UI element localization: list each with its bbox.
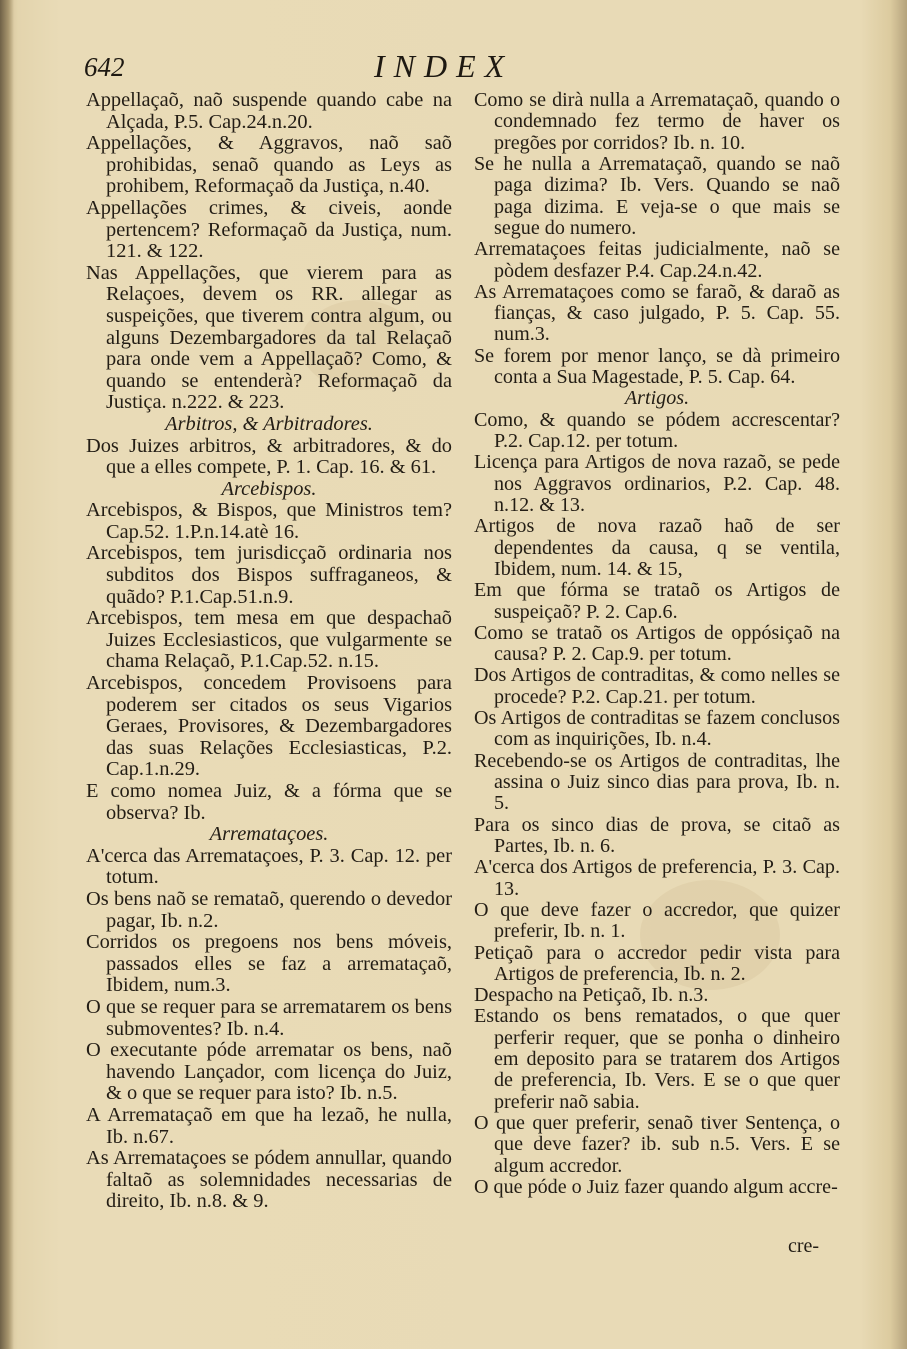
index-entry: Se forem por menor lanço, se dà primeiro conta a Sua Magestade, P. 5. Cap. 64. — [474, 344, 840, 389]
index-heading: Arremataçoes. — [209, 823, 329, 846]
index-entry: Como se dirà nulla a Arremataçaõ, quando o condemnado fez termo de haver os pregões por corridos? Ib. n. 10. — [474, 89, 840, 154]
catchword: cre- — [788, 1235, 820, 1257]
index-entry: Appellações crimes, & civeis, aonde pertencem? Reformaçaõ da Justiça, num. 121. & 122. — [86, 196, 452, 263]
index-entry: Petiçaõ para o accredor pedir vista para Artigos de preferencia, Ib. n. 2. — [474, 941, 840, 985]
page-header — [84, 48, 864, 90]
index-entry: Como, & quando se pódem accrescentar? P.2. Cap.12. per totum. — [474, 408, 840, 452]
index-entry: Os bens naõ se remataõ, querendo o devedor pagar, Ib. n.2. — [86, 887, 452, 932]
right-column — [474, 90, 840, 1198]
index-heading: Artigos. — [624, 387, 690, 410]
left-column — [86, 90, 452, 1213]
index-entry: Em que fórma se trataõ os Artigos de suspeiçaõ? P. 2. Cap.6. — [474, 579, 840, 623]
index-entry: Appellaçaõ, naõ suspende quando cabe na Alçada, P.5. Cap.24.n.20. — [86, 89, 452, 133]
book-spine — [0, 0, 14, 1349]
index-entry: Nas Appellações, que vierem para as Relaçoes, devem os RR. allegar as suspeições, que tiverem contra algum, ou alguns Dezembargadores da tal Relaçaõ para onde vem a Appellaçaõ? Como, & quando se entenderà? Reformaçaõ da Justiça. n.222. & 223. — [86, 261, 452, 414]
index-heading: Arcebispos. — [221, 477, 317, 500]
index-entry: Corridos os pregoens nos bens móveis, passados elles se faz a arremataçaõ, Ibidem, num.3. — [86, 931, 452, 997]
index-entry: Dos Juizes arbitros, & arbitradores, & do que a elles compete, P. 1. Cap. 16. & 61. — [86, 434, 452, 479]
index-entry: Dos Artigos de contraditas, & como nelles se procede? P.2. Cap.21. per totum. — [474, 664, 840, 708]
index-entry: O que deve fazer o accredor, que quizer preferir, Ib. n. 1. — [474, 898, 840, 943]
index-entry: Appellações, & Aggravos, naõ saõ prohibidas, senaõ quando as Leys as prohibem, Reformaçaõ da Justiça, n.40. — [86, 132, 452, 198]
index-entry: Arcebispos, tem jurisdicçaõ ordinaria nos subditos dos Bispos suffraganeos, & quãdo? P.1.Cap.51.n.9. — [86, 542, 452, 608]
index-heading: Arbitros, & Arbitradores. — [165, 412, 373, 435]
index-entry: Para os sinco dias de prova, se citaõ as Partes, Ib. n. 6. — [474, 813, 840, 857]
index-entry: As Arremataçoes como se faraõ, & daraõ as fianças, & caso julgado, P. 5. Cap. 55. num.3. — [474, 280, 840, 346]
index-entry: O que quer preferir, senaõ tiver Sentença, o que deve fazer? ib. sub n.5. Vers. E se algum accredor. — [474, 1112, 840, 1177]
index-entry: As Arremataçoes se pódem annullar, quando faltaõ as solemnidades necessarias de direito, Ib. n.8. & 9. — [86, 1147, 452, 1213]
index-entry: Se he nulla a Arremataçaõ, quando se naõ paga dizima? Ib. Vers. Quando se naõ paga dizima. E veja-se o que mais se segue do numero. — [474, 152, 840, 239]
index-entry: Licença para Artigos de nova razaõ, se pede nos Aggravos ordinarios, P.2. Cap. 48. n.12. & 13. — [474, 451, 840, 516]
page-number: 642 — [84, 52, 125, 82]
index-entry: O que se requer para se arrematarem os bens submoventes? Ib. n.4. — [86, 995, 452, 1040]
index-entry: Arcebispos, tem mesa em que despachaõ Juizes Ecclesiasticos, que vulgarmente se chama Relaçaõ, P.1.Cap.52. n.15. — [86, 607, 452, 673]
index-entry: Recebendo-se os Artigos de contraditas, lhe assina o Juiz sinco dias para prova, Ib. n. 5. — [474, 749, 840, 815]
index-entry: Arremataçoes feitas judicialmente, naõ se pòdem desfazer P.4. Cap.24.n.42. — [474, 238, 840, 282]
index-entry: Os Artigos de contraditas se fazem conclusos com as inquirições, Ib. n.4. — [474, 707, 840, 751]
index-entry: O que póde o Juiz fazer quando algum accre- — [474, 1175, 838, 1198]
index-entry: O executante póde arrematar os bens, naõ havendo Lançador, com licença do Juiz, & o que se requer para isto? Ib. n.5. — [86, 1039, 452, 1105]
index-entry: Como se trataõ os Artigos de oppósiçaõ na causa? P. 2. Cap.9. per totum. — [474, 621, 840, 666]
index-entry: A'cerca dos Artigos de preferencia, P. 3. Cap. 13. — [474, 856, 840, 900]
index-entry: Arcebispos, concedem Provisoens para poderem ser citados os seus Vigarios Geraes, Provisores, & Dezembargadores das suas Relações Ecclesiasticas, P.2. Cap.1.n.29. — [86, 672, 452, 781]
index-entry: Despacho na Petiçaõ, Ib. n.3. — [474, 984, 709, 1007]
page-title: INDEX — [374, 48, 514, 84]
index-entry: A'cerca das Arremataçoes, P. 3. Cap. 12. per totum. — [86, 844, 452, 889]
index-entry: E como nomea Juiz, & a fórma que se observa? Ib. — [86, 780, 452, 824]
index-entry: Artigos de nova razaõ haõ de ser dependentes da causa, q se ventila, Ibidem, num. 14. & 15, — [474, 515, 840, 580]
index-entry: Arcebispos, & Bispos, que Ministros tem? Cap.52. 1.P.n.14.atè 16. — [86, 499, 452, 543]
index-entry: A Arremataçaõ em que ha lezaõ, he nulla, Ib. n.67. — [86, 1103, 452, 1148]
index-entry: Estando os bens rematados, o que quer perferir requer, que se ponha o dinheiro em deposito para se tratarem dos Artigos de preferencia, Ib. Vers. E se o que quer preferir naõ sabia. — [474, 1005, 840, 1113]
